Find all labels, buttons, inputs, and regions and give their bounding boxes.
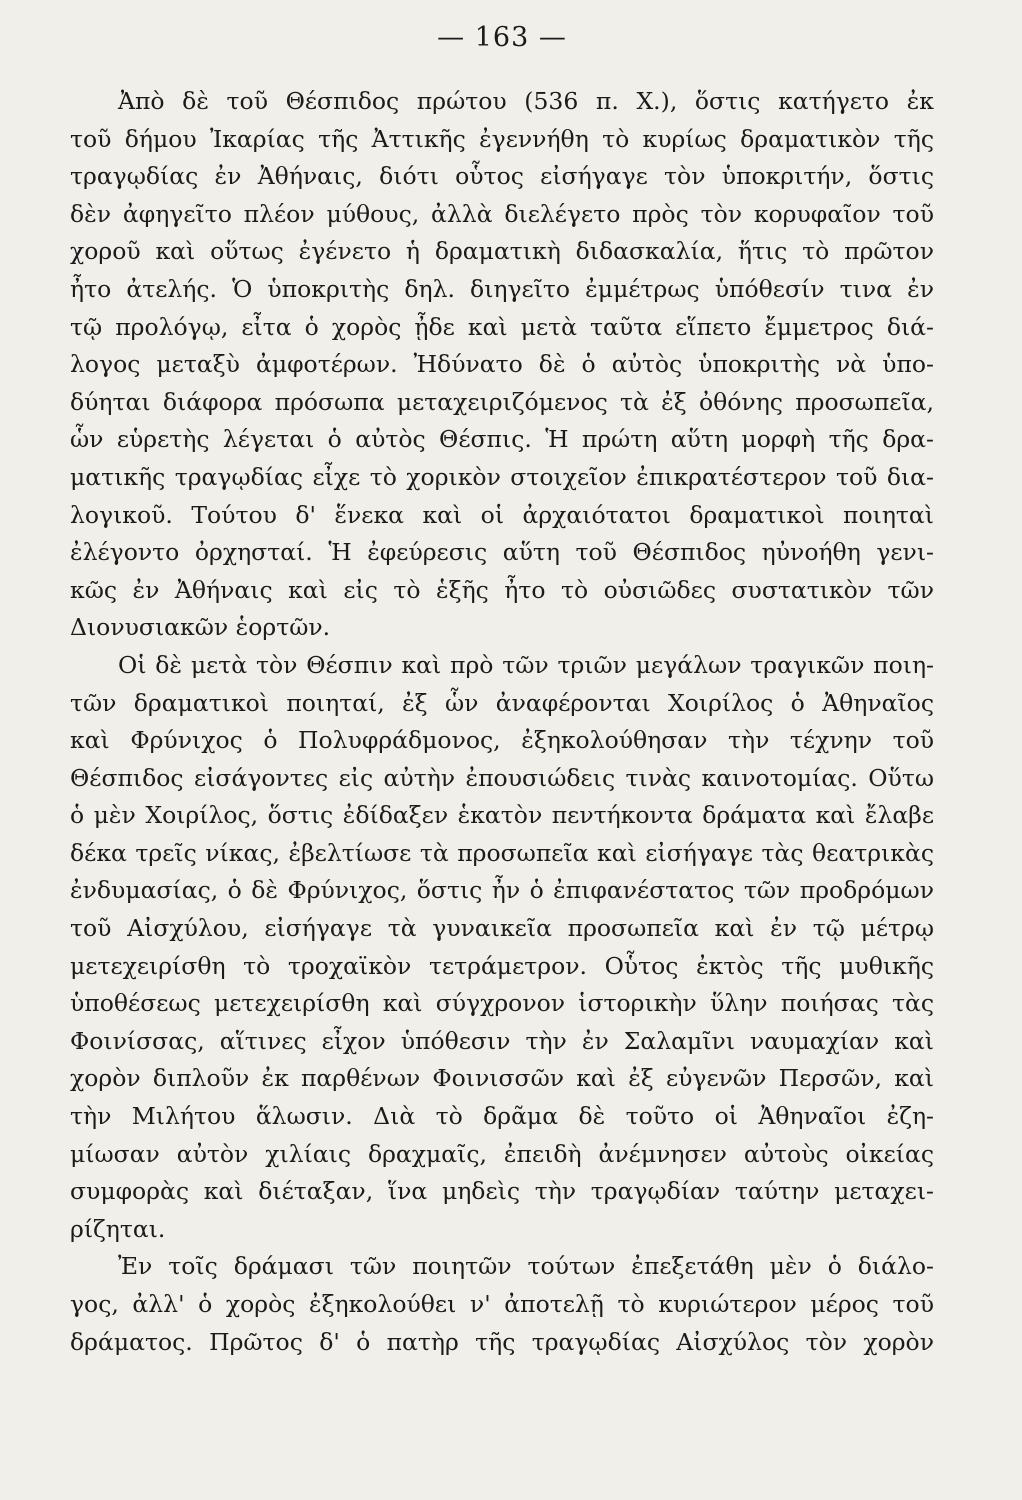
text-line: ἐνδυμασίας, ὁ δὲ Φρύνιχος, ὅστις ἦν ὁ ἐπιφανέστατος τῶν προδρόμων <box>70 876 934 905</box>
text-line: ματικῆς τραγῳδίας εἶχε τὸ χορικὸν στοιχεῖον ἐπικρατέστερον τοῦ δια- <box>70 462 934 491</box>
text-line: ρίζηται. <box>70 1214 166 1243</box>
text-line: ἦτο ἀτελής. Ὁ ὑποκριτὴς δηλ. διηγεῖτο ἐμμέτρως ὑπόθεσίν τινα ἐν <box>70 274 934 303</box>
text-line: κῶς ἐν Ἀθήναις καὶ εἰς τὸ ἑξῆς ἦτο τὸ οὐσιῶδες συστατικὸν τῶν <box>70 575 934 604</box>
paragraph <box>70 1248 934 1361</box>
text-line: τραγῳδίας ἐν Ἀθήναις, διότι οὗτος εἰσήγαγε τὸν ὑποκριτήν, ὅστις <box>70 162 934 191</box>
text-line: τὴν Μιλήτου ἅλωσιν. Διὰ τὸ δρᾶμα δὲ τοῦτο οἱ Ἀθηναῖοι ἐζη- <box>70 1102 934 1131</box>
text-line: δέκα τρεῖς νίκας, ἐβελτίωσε τὰ προσωπεῖα καὶ εἰσήγαγε τὰς θεατρικὰς <box>70 838 934 867</box>
text-line: τοῦ Αἰσχύλου, εἰσήγαγε τὰ γυναικεῖα προσωπεῖα καὶ ἐν τῷ μέτρῳ <box>70 914 934 943</box>
page-number: — 163 — <box>437 22 567 53</box>
text-line: ὧν εὑρετὴς λέγεται ὁ αὐτὸς Θέσπις. Ἡ πρώτη αὕτη μορφὴ τῆς δρα- <box>70 425 934 454</box>
text-line: χορὸν διπλοῦν ἐκ παρθένων Φοινισσῶν καὶ ἐξ εὐγενῶν Περσῶν, καὶ <box>70 1064 934 1093</box>
text-line: τῷ προλόγῳ, εἶτα ὁ χορὸς ᾖδε καὶ μετὰ ταῦτα εἵπετο ἔμμετρος διά- <box>70 312 934 341</box>
text-line: μίωσαν αὐτὸν χιλίαις δραχμαῖς, ἐπειδὴ ἀνέμνησεν αὐτοὺς οἰκείας <box>70 1139 934 1168</box>
text-line: λογικοῦ. Τούτου δ' ἕνεκα καὶ οἱ ἀρχαιότατοι δραματικοὶ ποιηταὶ <box>70 500 934 529</box>
paragraph <box>70 647 934 1249</box>
text-line: Ἐν τοῖς δράμασι τῶν ποιητῶν τούτων ἐπεξετάθη μὲν ὁ διάλο- <box>118 1252 934 1281</box>
text-line: δράματος. Πρῶτος δ' ὁ πατὴρ τῆς τραγῳδίας Αἰσχύλος τὸν χορὸν <box>70 1327 934 1356</box>
text-line: λογος μεταξὺ ἀμφοτέρων. Ἠδύνατο δὲ ὁ αὐτὸς ὑποκριτὴς νὰ ὑπο- <box>70 350 934 379</box>
text-line: τοῦ δήμου Ἰκαρίας τῆς Ἀττικῆς ἐγεννήθη τὸ κυρίως δραματικὸν τῆς <box>70 124 934 153</box>
text-line: καὶ Φρύνιχος ὁ Πολυφράδμονος, ἐξηκολούθησαν τὴν τέχνην τοῦ <box>70 726 934 755</box>
text-line: τῶν δραματικοὶ ποιηταί, ἐξ ὧν ἀναφέρονται Χοιρίλος ὁ Ἀθηναῖος <box>70 688 934 717</box>
text-line: Οἱ δὲ μετὰ τὸν Θέσπιν καὶ πρὸ τῶν τριῶν μεγάλων τραγικῶν ποιη- <box>118 650 934 679</box>
text-line: ὁ μὲν Χοιρίλος, ὅστις ἐδίδαξεν ἑκατὸν πεντήκοντα δράματα καὶ ἔλαβε <box>70 801 934 830</box>
text-line: Διονυσιακῶν ἑορτῶν. <box>70 613 331 642</box>
text-line: ὑποθέσεως μετεχειρίσθη καὶ σύγχρονον ἱστορικὴν ὕλην ποιήσας τὰς <box>70 989 934 1018</box>
body-text <box>70 83 934 1361</box>
text-line: Ἀπὸ δὲ τοῦ Θέσπιδος πρώτου (536 π. Χ.), ὅστις κατήγετο ἐκ <box>118 87 934 115</box>
text-line: Θέσπιδος εἰσάγοντες εἰς αὐτὴν ἐπουσιώδεις τινὰς καινοτομίας. Οὕτω <box>70 763 934 792</box>
text-line: συμφορὰς καὶ διέταξαν, ἵνα μηδεὶς τὴν τραγῳδίαν ταύτην μεταχει- <box>70 1177 934 1206</box>
text-line: Φοινίσσας, αἵτινες εἶχον ὑπόθεσιν τὴν ἐν Σαλαμῖνι ναυμαχίαν καὶ <box>70 1026 934 1055</box>
text-line: δύηται διάφορα πρόσωπα μεταχειριζόμενος τὰ ἐξ ὀθόνης προσωπεῖα, <box>70 387 934 416</box>
text-line: μετεχειρίσθη τὸ τροχαϊκὸν τετράμετρον. Οὗτος ἐκτὸς τῆς μυθικῆς <box>70 951 934 980</box>
text-line: δὲν ἀφηγεῖτο πλέον μύθους, ἀλλὰ διελέγετο πρὸς τὸν κορυφαῖον τοῦ <box>70 199 934 228</box>
text-line: ἐλέγοντο ὀρχησταί. Ἡ ἐφεύρεσις αὕτη τοῦ Θέσπιδος ηὐνοήθη γενι- <box>70 538 934 567</box>
text-line: γος, ἀλλ' ὁ χορὸς ἐξηκολούθει ν' ἀποτελῇ τὸ κυριώτερον μέρος τοῦ <box>70 1290 934 1318</box>
text-line: χοροῦ καὶ οὕτως ἐγένετο ἡ δραματικὴ διδασκαλία, ἥτις τὸ πρῶτον <box>70 237 934 266</box>
paragraph <box>70 83 934 647</box>
